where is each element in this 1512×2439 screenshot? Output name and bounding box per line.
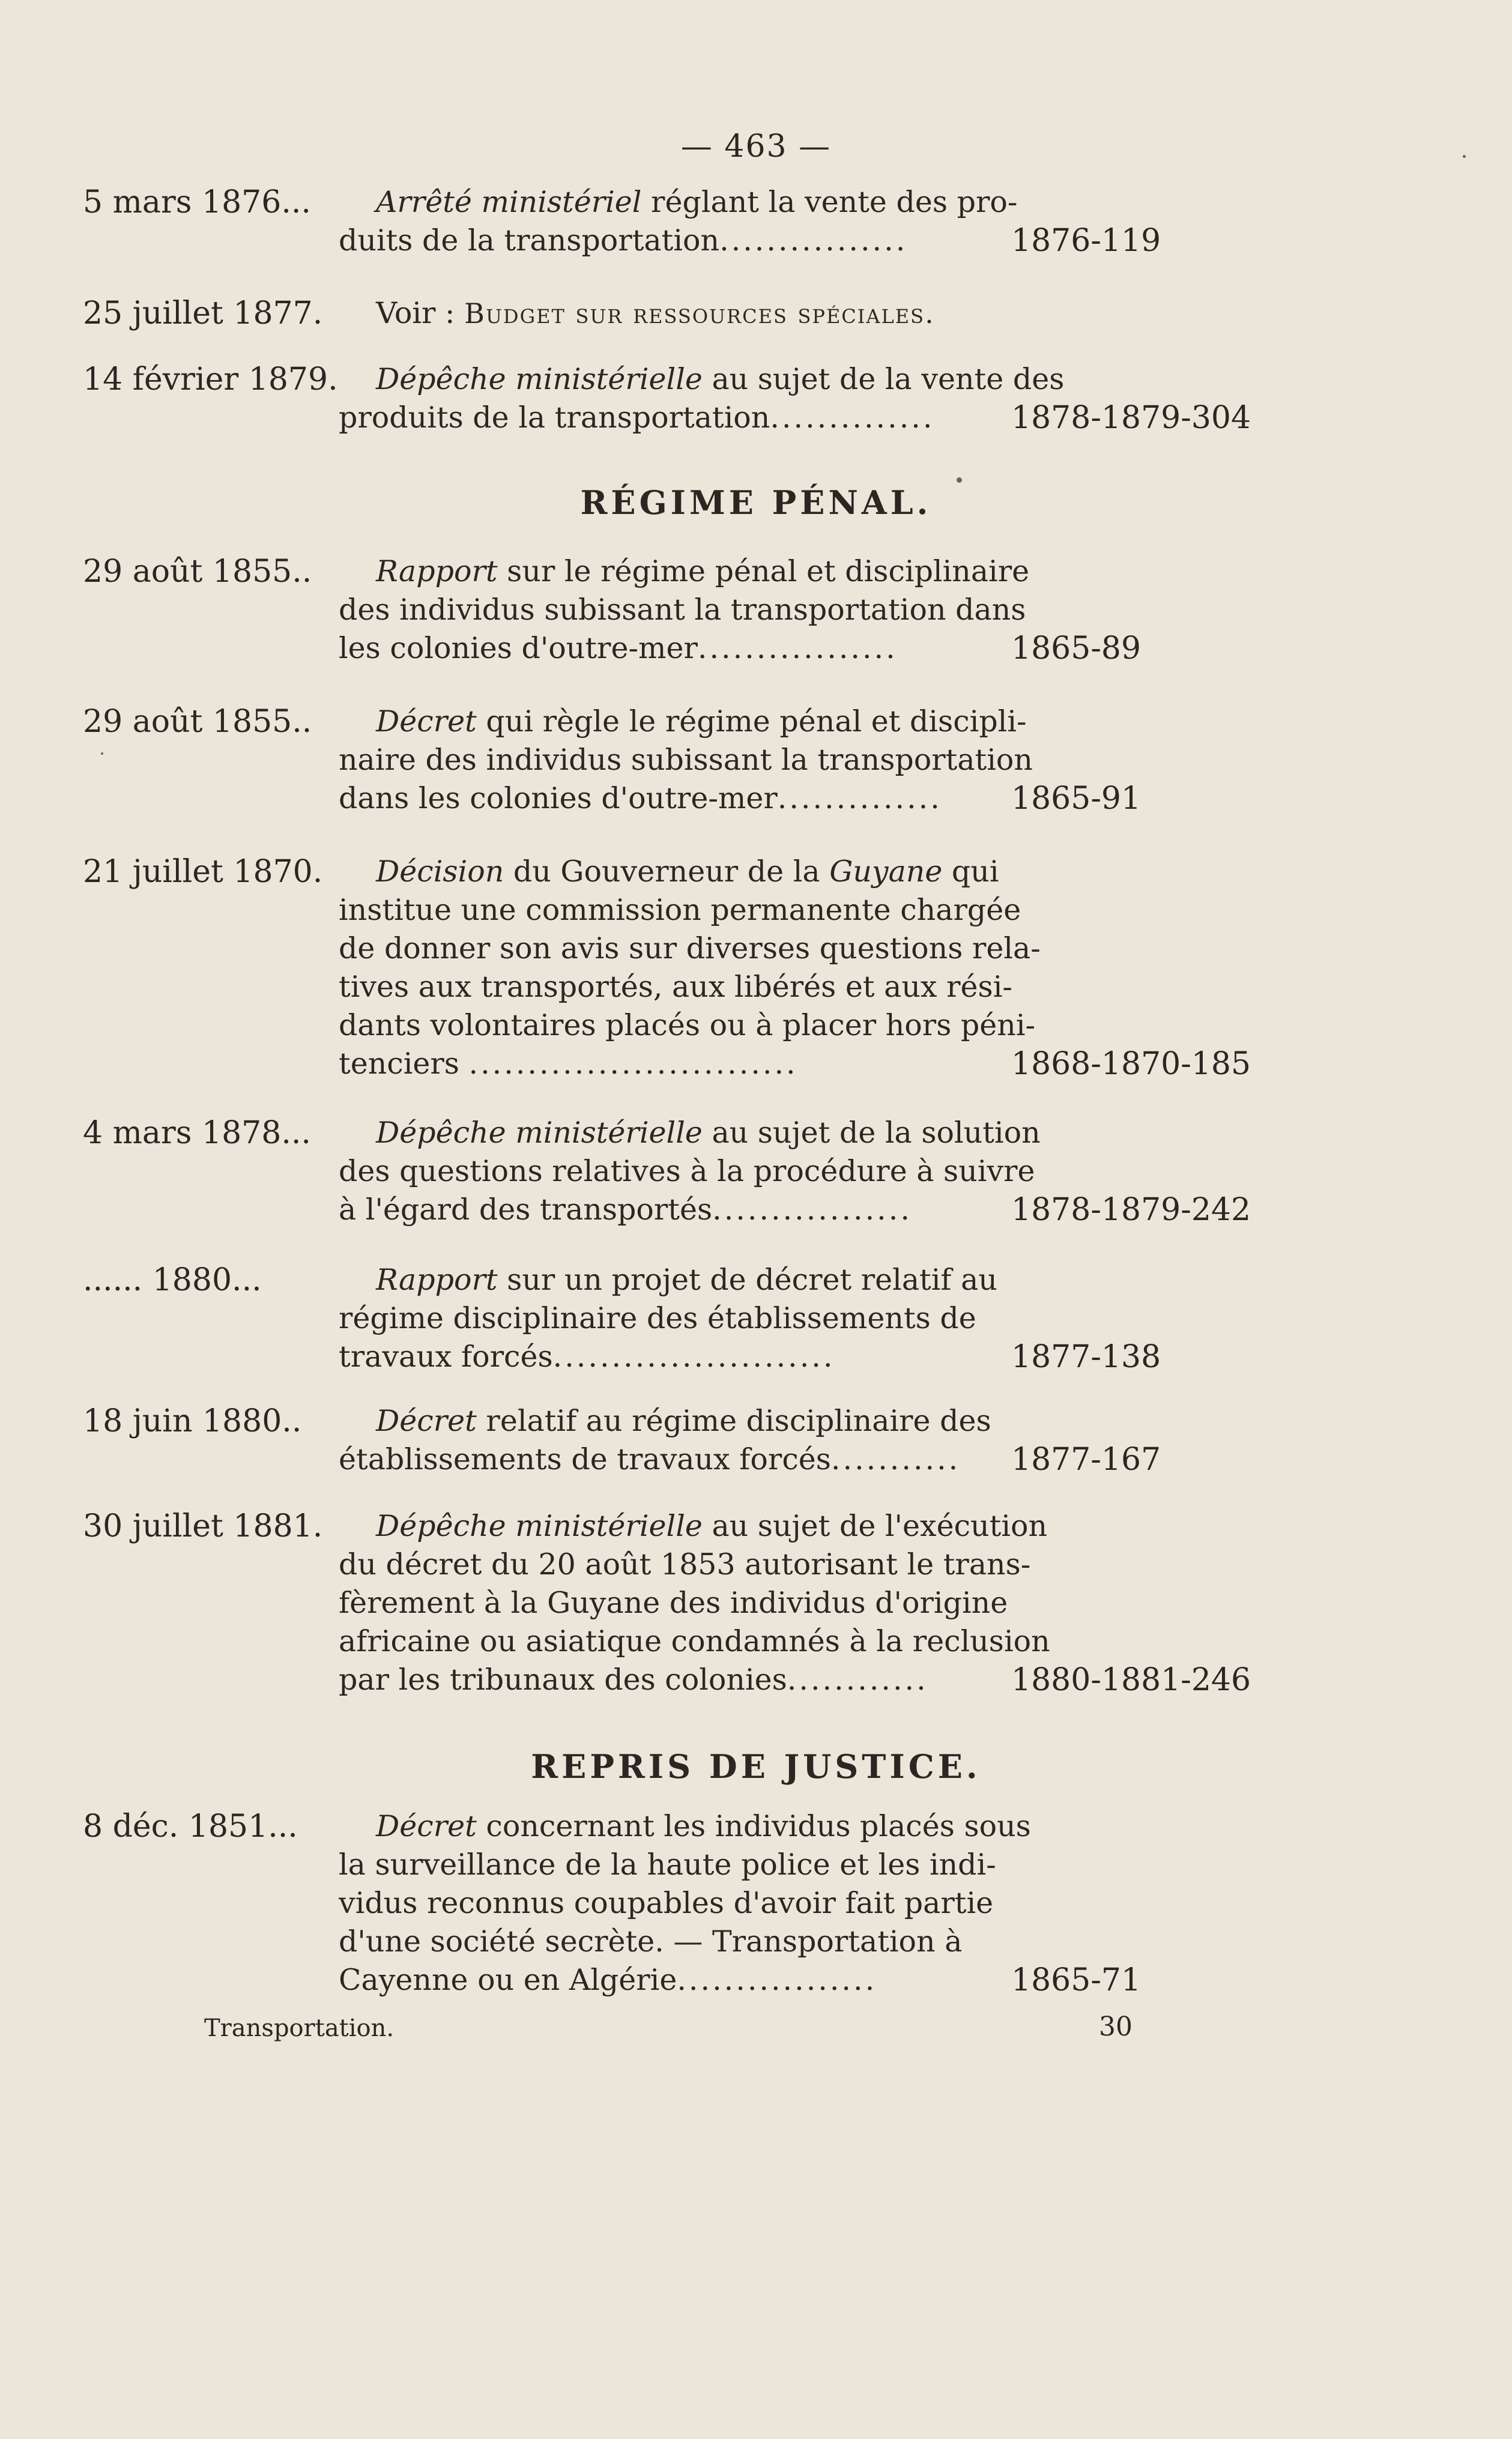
entry-line: d'une société secrète. — Transportation à — [339, 1924, 963, 1959]
entry-line: la surveillance de la haute police et les indi- — [339, 1848, 996, 1882]
entry-lead: Décret — [376, 1809, 477, 1843]
entry-reference: 1878-1879-242 — [1011, 1192, 1251, 1228]
entry-date: 21 juillet 1870. — [83, 854, 323, 890]
section-heading: REPRIS DE JUSTICE. — [531, 1747, 981, 1786]
entry-lead: Arrêté ministériel — [376, 185, 642, 219]
entry-lead: Dépêche ministérielle — [376, 1509, 703, 1543]
entry-text — [339, 360, 1065, 437]
entry-place: Guyane — [829, 854, 943, 889]
entry-date: ...... 1880... — [83, 1262, 262, 1298]
section-heading: RÉGIME PÉNAL. — [580, 483, 932, 522]
entry-lead: Décret — [376, 1404, 477, 1438]
entry-line: institue une commission permanente chargée — [339, 893, 1021, 927]
entry-lead: Décret — [376, 704, 477, 739]
entry-line: de donner son avis sur diverses questions rela- — [339, 931, 1041, 966]
entry-line: relatif au régime disciplinaire des — [486, 1404, 991, 1438]
ink-speck — [957, 477, 962, 483]
entry-text — [339, 703, 1033, 818]
entry-date: 5 mars 1876... — [83, 184, 311, 220]
entry-date: 4 mars 1878... — [83, 1115, 311, 1151]
entry-date: 18 juin 1880.. — [83, 1403, 302, 1439]
entry-line: travaux forcés — [339, 1340, 553, 1374]
entry-line: au sujet de la vente des — [712, 362, 1065, 396]
entry-text — [339, 294, 997, 333]
entry-date: 14 février 1879. — [83, 361, 338, 397]
entry-line: du Gouverneur de la — [513, 854, 830, 889]
entry-dots: .............. — [777, 781, 942, 815]
entry-reference: 1880-1881-246 — [1011, 1662, 1251, 1698]
entry-dots: ................ — [719, 223, 908, 258]
signature-mark: 30 — [1099, 2011, 1132, 2042]
entry-lead: Dépêche ministérielle — [376, 362, 703, 396]
entry-text — [339, 1807, 1031, 1999]
entry-line: au sujet de l'exécution — [712, 1509, 1048, 1543]
entry-text — [339, 1114, 1041, 1229]
entry-dots: ................. — [677, 1963, 877, 1997]
entry-line: à l'égard des transportés — [339, 1192, 713, 1227]
entry-line: sur un projet de décret relatif au — [507, 1263, 997, 1297]
entry-line: au sujet de la solution — [712, 1116, 1041, 1150]
entry-dots: ................. — [712, 1192, 912, 1227]
entry-line: dants volontaires placés ou à placer hors péni- — [339, 1008, 1036, 1042]
entry-line: qui — [942, 854, 999, 889]
entry-lead: Rapport — [376, 1263, 498, 1297]
entry-dots: ............................ — [468, 1047, 798, 1081]
entry-text — [339, 1261, 997, 1376]
entry-line: tenciers — [339, 1047, 459, 1081]
entry-text — [339, 853, 1041, 1083]
entry-date: 29 août 1855.. — [83, 554, 312, 590]
entry-lead: Décision — [376, 854, 504, 889]
entry-date: 25 juillet 1877. — [83, 295, 323, 331]
ink-speck — [101, 752, 103, 755]
voir-target: Budget sur ressources spéciales. — [464, 297, 935, 330]
entry-line: tives aux transportés, aux libérés et aux rési- — [339, 970, 1012, 1004]
running-title: Transportation. — [204, 2014, 395, 2042]
entry-line: réglant la vente des pro- — [651, 185, 1018, 219]
entry-date: 29 août 1855.. — [83, 704, 312, 740]
entry-reference: 1865-71 — [1011, 1962, 1142, 1998]
entry-text — [339, 552, 1030, 668]
entry-date: 8 déc. 1851... — [83, 1809, 298, 1845]
entry-line: naire des individus subissant la transportation — [339, 743, 1033, 777]
entry-dots: ................. — [697, 631, 898, 665]
entry-reference: 1865-91 — [1011, 781, 1142, 817]
entry-lead: Rapport — [376, 554, 498, 588]
entry-line: régime disciplinaire des établissements de — [339, 1301, 976, 1335]
entry-line: duits de la transportation — [339, 223, 720, 258]
entry-reference: 1865-89 — [1011, 630, 1142, 666]
entry-line: dans les colonies d'outre-mer — [339, 781, 778, 815]
entry-dots: ............ — [787, 1663, 928, 1697]
page-number: — 463 — — [680, 128, 832, 165]
entry-text — [339, 1507, 1050, 1699]
entry-line: du décret du 20 août 1853 autorisant le trans- — [339, 1547, 1031, 1582]
entry-reference: 1878-1879-304 — [1011, 400, 1251, 436]
entry-text — [339, 1402, 997, 1479]
entry-line: sur le régime pénal et disciplinaire — [507, 554, 1030, 588]
entry-line: concernant les individus placés sous — [486, 1809, 1031, 1843]
entry-line: africaine ou asiatique condamnés à la reclusion — [339, 1624, 1050, 1658]
entry-dots: ........................ — [552, 1340, 835, 1374]
entry-lead: Dépêche ministérielle — [376, 1116, 703, 1150]
entry-line: produits de la transportation — [339, 400, 770, 435]
entry-line: vidus reconnus coupables d'avoir fait partie — [339, 1886, 994, 1920]
entry-reference: 1868-1870-185 — [1011, 1046, 1251, 1082]
entry-line: par les tribunaux des colonies — [339, 1663, 787, 1697]
entry-line: fèrement à la Guyane des individus d'origine — [339, 1586, 1008, 1620]
entry-reference: 1877-138 — [1011, 1339, 1161, 1375]
entry-line: qui règle le régime pénal et discipli- — [486, 704, 1027, 739]
entry-text — [339, 183, 1018, 260]
entry-reference: 1876-119 — [1011, 223, 1161, 259]
voir-label: Voir : — [376, 296, 465, 330]
entry-line: des individus subissant la transportation dans — [339, 593, 1026, 627]
entry-line: des questions relatives à la procédure à suivre — [339, 1154, 1035, 1188]
entry-reference: 1877-167 — [1011, 1442, 1161, 1478]
entry-date: 30 juillet 1881. — [83, 1508, 323, 1544]
entry-line: établissements de travaux forcés — [339, 1442, 831, 1476]
entry-line: Cayenne ou en Algérie — [339, 1963, 677, 1997]
entry-dots: ........... — [830, 1442, 961, 1476]
ink-speck — [1463, 155, 1466, 158]
entry-line: les colonies d'outre-mer — [339, 631, 698, 665]
entry-dots: .............. — [770, 400, 935, 435]
